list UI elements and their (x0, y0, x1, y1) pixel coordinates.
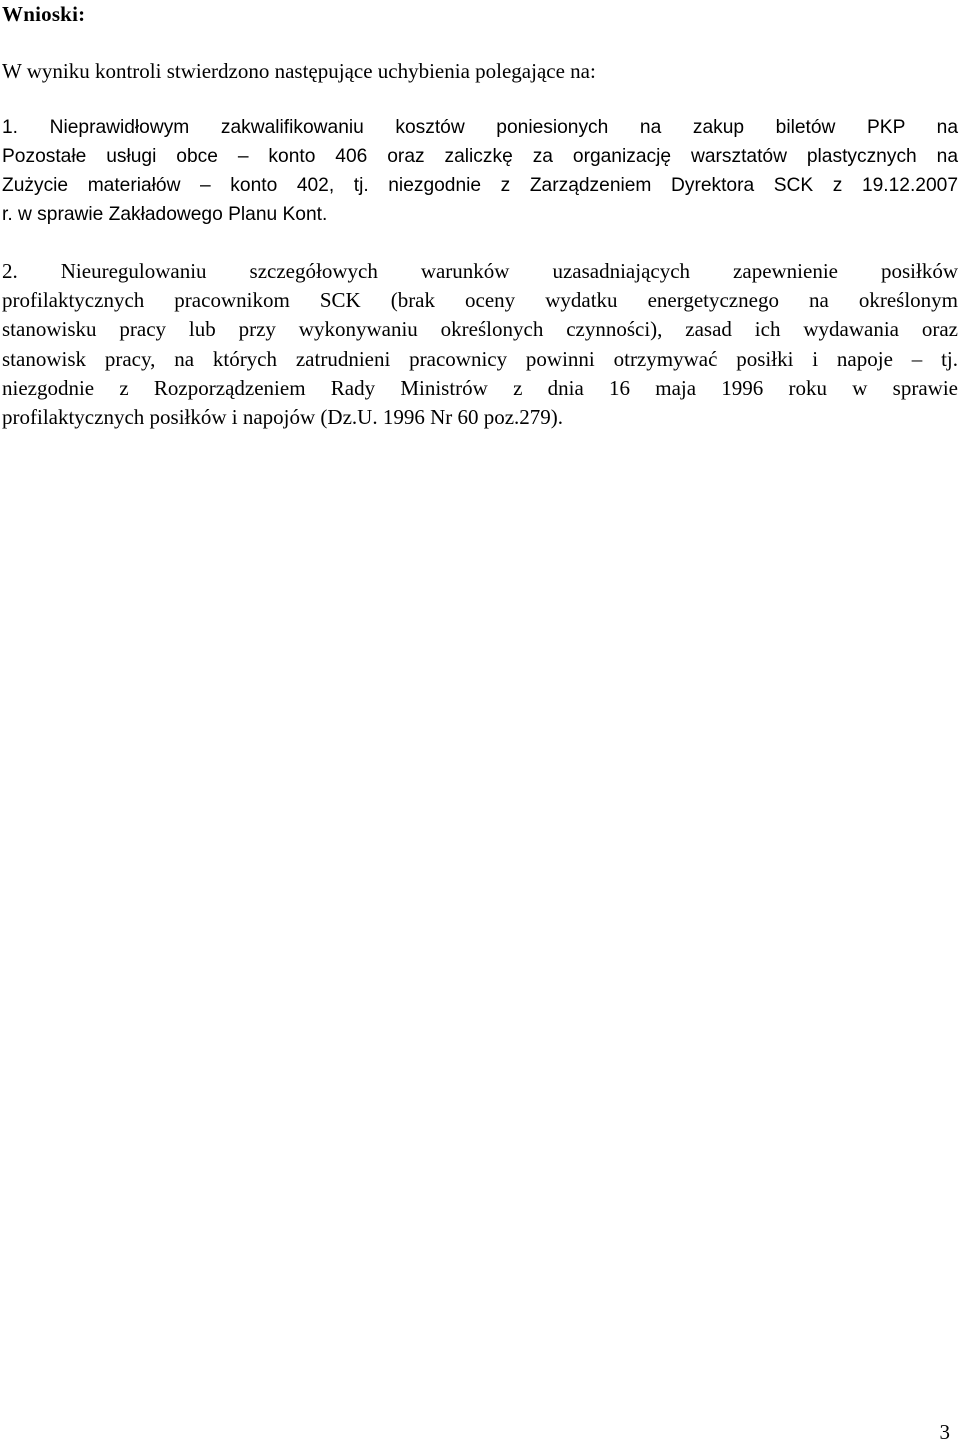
intro-sentence: W wyniku kontroli stwierdzono następujące uchybienia polegające na: (2, 59, 596, 83)
paragraph-2-line: niezgodnie z Rozporządzeniem Rady Ministrów z dnia 16 maja 1996 roku w sprawie (2, 375, 958, 400)
paragraph-2-line: 2. Nieuregulowaniu szczegółowych warunków uzasadniających zapewnienie posiłków (2, 259, 958, 283)
finding-paragraph-1 (2, 113, 958, 229)
finding-paragraph-2 (2, 257, 958, 432)
paragraph-1-line: Pozostałe usługi obce – konto 406 oraz zaliczkę za organizację warsztatów plastycznych na (2, 146, 958, 167)
paragraph-2-line: profilaktycznych posiłków i napojów (Dz.U. 1996 Nr 60 poz.279). (2, 405, 564, 430)
paragraph-2-line: profilaktycznych pracownikom SCK (brak oceny wydatku energetycznego na określonym (2, 288, 958, 313)
paragraph-2-line: stanowisku pracy lub przy wykonywaniu określonych czynności), zasad ich wydawania oraz (2, 317, 958, 342)
paragraph-1-line: r. w sprawie Zakładowego Planu Kont. (2, 204, 328, 225)
paragraph-1-line: 1. Nieprawidłowym zakwalifikowaniu kosztów poniesionych na zakup biletów PKP na (2, 117, 958, 138)
paragraph-2-line: stanowisk pracy, na których zatrudnieni pracownicy powinni otrzymywać posiłki i napoje – tj. (2, 346, 958, 371)
page-number: 3 (939, 1420, 950, 1444)
paragraph-1-line: Zużycie materiałów – konto 402, tj. niezgodnie z Zarządzeniem Dyrektora SCK z 19.12.2007 (2, 175, 958, 196)
section-heading: Wnioski: (2, 2, 86, 26)
